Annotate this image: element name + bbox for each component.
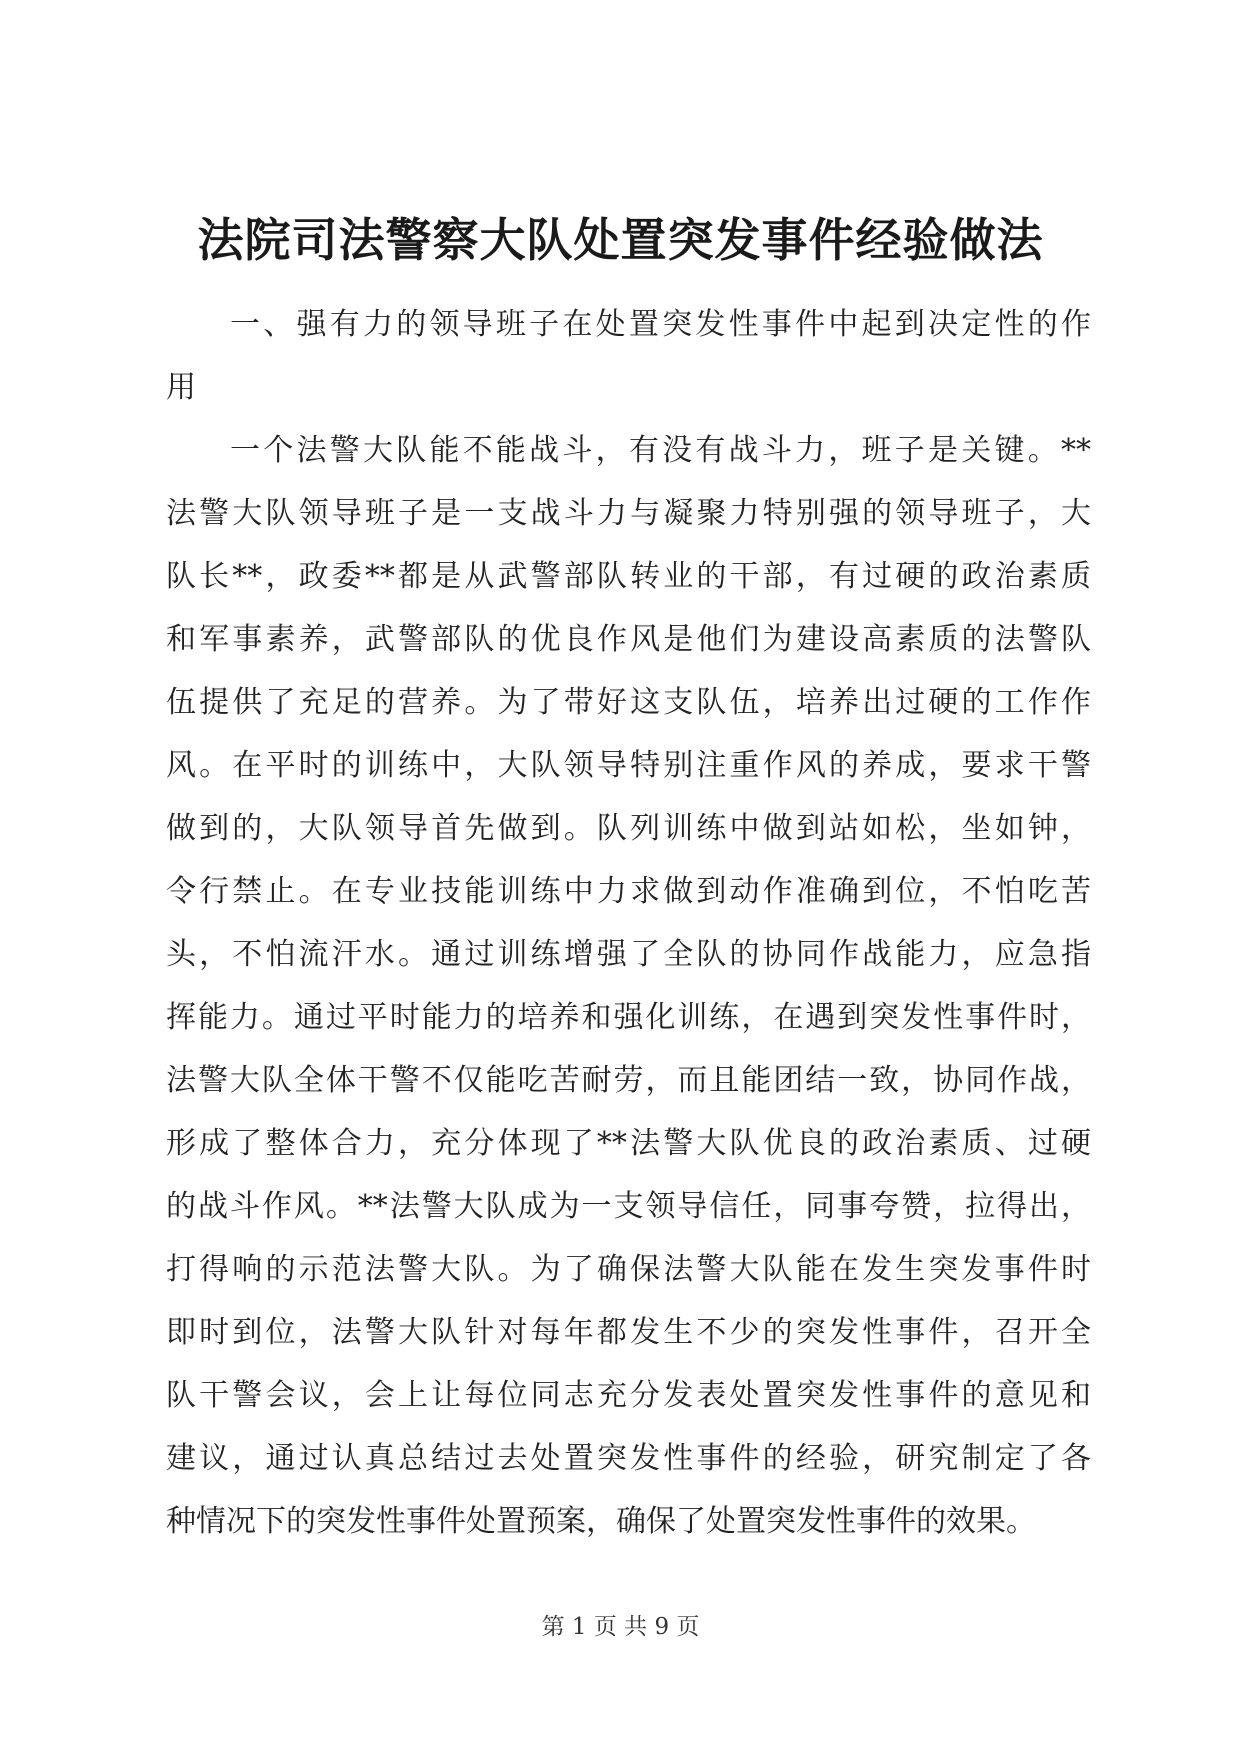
paragraph-1-line-2: 用 [166,370,196,405]
paragraph-2-line-2: 法警大队领导班子是一支战斗力与凝聚力特别强的领导班子，大 [166,496,1091,531]
paragraph-2-line-4: 和军事素养，武警部队的优良作风是他们为建设高素质的法警队 [166,622,1091,657]
paragraph-2-line-16: 队干警会议，会上让每位同志充分发表处置突发性事件的意见和 [166,1378,1091,1413]
paragraph-2-line-5: 伍提供了充足的营养。为了带好这支队伍，培养出过硬的工作作 [166,685,1091,720]
paragraph-2-line-3: 队长**，政委**都是从武警部队转业的干部，有过硬的政治素质 [166,559,1091,594]
paragraph-2-line-17: 建议，通过认真总结过去处置突发性事件的经验，研究制定了各 [166,1441,1091,1476]
paragraph-2-line-14: 打得响的示范法警大队。为了确保法警大队能在发生突发事件时 [166,1252,1091,1287]
paragraph-2-line-6: 风。在平时的训练中，大队领导特别注重作风的养成，要求干警 [166,748,1091,783]
paragraph-2-line-13: 的战斗作风。**法警大队成为一支领导信任，同事夸赞，拉得出， [166,1189,1091,1224]
paragraph-2-line-7: 做到的，大队领导首先做到。队列训练中做到站如松，坐如钟， [166,811,1091,846]
paragraph-2-line-8: 令行禁止。在专业技能训练中力求做到动作准确到位，不怕吃苦 [166,874,1091,909]
paragraph-2-line-10: 挥能力。通过平时能力的培养和强化训练，在遇到突发性事件时， [166,1000,1091,1035]
paragraph-2-line-15: 即时到位，法警大队针对每年都发生不少的突发性事件，召开全 [166,1315,1091,1350]
page-number-footer: 第 1 页 共 9 页 [541,1614,700,1640]
paragraph-2-line-11: 法警大队全体干警不仅能吃苦耐劳，而且能团结一致，协同作战， [166,1063,1091,1098]
document-title: 法院司法警察大队处置突发事件经验做法 [197,213,1044,267]
paragraph-1-line-1: 一、强有力的领导班子在处置突发性事件中起到决定性的作 [230,307,1091,342]
paragraph-2-line-9: 头，不怕流汗水。通过训练增强了全队的协同作战能力，应急指 [166,937,1091,972]
paragraph-2-line-18: 种情况下的突发性事件处置预案，确保了处置突发性事件的效果。 [166,1504,1036,1539]
document-body [166,293,1091,1553]
paragraph-2-line-12: 形成了整体合力，充分体现了**法警大队优良的政治素质、过硬 [166,1126,1091,1161]
paragraph-2-line-1: 一个法警大队能不能战斗，有没有战斗力，班子是关键。** [230,433,1091,468]
